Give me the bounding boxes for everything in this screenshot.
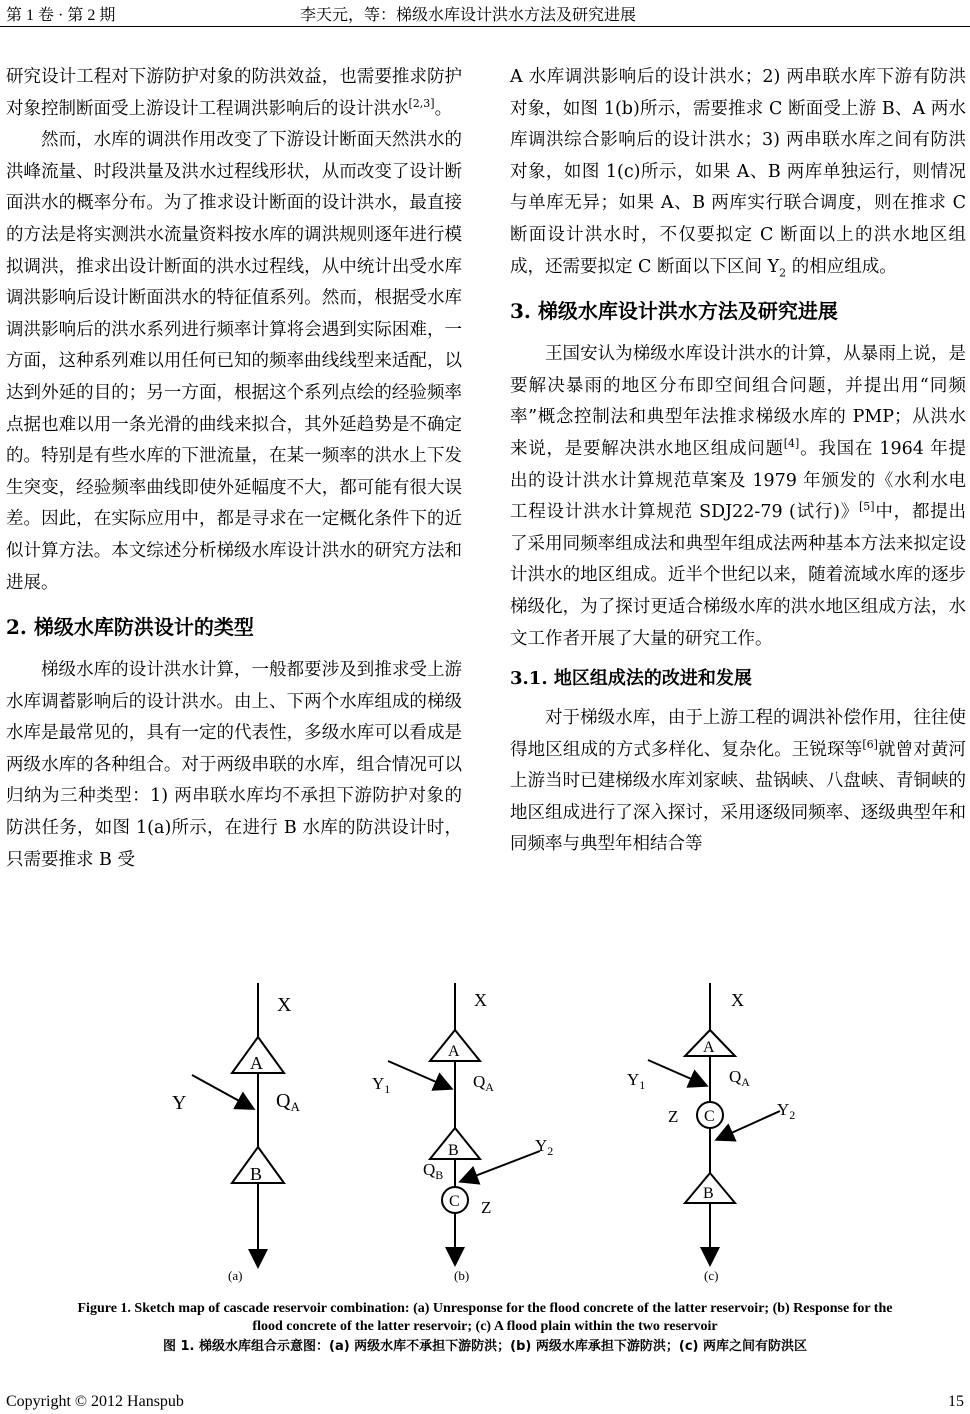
copyright: Copyright © 2012 Hanspub — [6, 1393, 184, 1410]
svg-text:Y1: $Y_1$ — [627, 1070, 646, 1092]
svg-text:QA: $Q_A$ — [276, 1090, 300, 1114]
label-b: B — [250, 1164, 263, 1184]
svg-text:Y1: $Y_1$ — [372, 1074, 391, 1096]
svg-text:Z: Z — [668, 1107, 679, 1126]
svg-text:X: X — [731, 990, 744, 1010]
subsection-heading: 3.1. 地区组成法的改进和发展 — [510, 668, 752, 690]
panel-a — [192, 983, 284, 1265]
svg-text:A: A — [703, 1039, 715, 1056]
figure-caption-en-line2: flood concrete of the latter reservoir; (c) A flood plain within the two reservoir — [252, 1319, 718, 1334]
figure-caption-en-line1: Figure 1. Sketch map of cascade reservoir combination: (a) Unresponse for the flood concrete of the latter reservoir; (b) Response for the — [77, 1301, 893, 1316]
label-y: Y — [172, 1092, 187, 1114]
figure-caption-cn: 图 1. 梯级水库组合示意图：(a) 两级水库不承担下游防洪；(b) 两级水库承担下游防洪；(c) 两库之间有防洪区 — [162, 1339, 808, 1354]
section-heading: 2. 梯级水库防洪设计的类型 — [6, 615, 254, 640]
citation: [2,3] — [408, 96, 435, 110]
panel-b — [388, 983, 540, 1263]
paragraph: 研究设计工程对下游防护对象的防洪效益，也需要推求防护对象控制断面受上游设计工程调洪影响后的设计洪水[2,3]。 — [6, 67, 462, 119]
panel-label-c: (c) — [704, 1268, 719, 1283]
label-a: A — [250, 1053, 263, 1073]
svg-text:Y2: $Y_2$ — [535, 1136, 554, 1158]
paragraph: 然而，水库的调洪作用改变了下游设计断面天然洪水的洪峰流量、时段洪量及洪水过程线形状，从而改变了设计断面洪水的概率分布。为了推求设计断面的设计洪水，最直接的方法是将实测洪水流量资料按水库的调洪规则逐年进行模拟调洪，推求出设计断面的洪水过程线，从中统计出受水库调洪影响后设计断面洪水的特征值系列。然而，根据受水库调洪影响后的洪水系列进行频率计算将会遇到实际困难，一方面，这种系列难以用任何已知的频率曲线线型来适配，以达到外延的目的；另一方面，根据这个系列点绘的经验频率点据也难以用一条光滑的曲线来拟合，其外延趋势是不确定的。特别是有些水库的下泄流量，在某一频率的洪水上下发生突变，经验频率曲线即使外延幅度不大，都可能有很大误差。因此，在实际应用中，都是寻求在一定概化条件下的近似计算方法。本文综述分析梯级水库设计洪水的研究方法和进展。 — [6, 130, 462, 593]
svg-text:Y2: $Y_2$ — [777, 1100, 796, 1122]
right-column — [510, 62, 966, 861]
running-title: 李天元，等：梯级水库设计洪水方法及研究进展 — [300, 7, 637, 24]
svg-text:A: A — [448, 1043, 460, 1060]
svg-text:C: C — [704, 1108, 715, 1125]
page-number: 15 — [948, 1393, 964, 1410]
section-heading: 3. 梯级水库设计洪水方法及研究进展 — [510, 299, 838, 324]
svg-text:C: C — [449, 1193, 460, 1210]
paragraph: 对于梯级水库，由于上游工程的调洪补偿作用，往往使得地区组成的方式多样化、复杂化。王锐琛等[6]就曾对黄河上游当时已建梯级水库刘家峡、盐锅峡、八盘峡、青铜峡的地区组成进行了深入探讨，采用逐级同频率、逐级典型年和同频率与典型年相结合等 — [510, 708, 967, 855]
svg-text:QA: $Q_A$ — [473, 1072, 494, 1094]
figure-1-diagram — [0, 975, 970, 1285]
svg-text:X: X — [474, 990, 487, 1010]
panel-label-b: (b) — [454, 1268, 470, 1283]
paragraph: 王国安认为梯级水库设计洪水的计算，从暴雨上说，是要解决暴雨的地区分布即空间组合问题，并提出用“同频率”概念控制法和典型年法推求梯级水库的 PMP；从洪水来说，是要解决洪水地区组成问题[4]。我国在 1964 年提出的设计洪水计算规范草案及 1979 年颁发的《水利水电工程设计洪水计算规范 SDJ22-79 (试行)》[5]中，都提出了采用同频率组成法和典型年组成法两种基本方法来拟定设计洪水的地区组成。近半个世纪以来，随着流域水库的逐步梯级化，为了探讨更适合梯级水库的洪水地区组成方法，水文工作者开展了大量的研究工作。 — [510, 344, 967, 649]
svg-text:B: B — [448, 1142, 459, 1159]
svg-text:QA: $Q_A$ — [729, 1067, 750, 1089]
paragraph: 梯级水库的设计洪水计算，一般都要涉及到推求受上游水库调蓄影响后的设计洪水。由上、下两个水库组成的梯级水库是最常见的，具有一定的代表性，多级水库可以看成是两级水库的各种组合。对于两级串联的水库，组合情况可以归纳为三种类型：1) 两串联水库均不承担下游防护对象的防洪任务，如图 1(a)所示，在进行 B 水库的防洪设计时，只需要推求 B 受 — [6, 660, 462, 870]
svg-text:B: B — [703, 1185, 714, 1202]
paragraph: A 水库调洪影响后的设计洪水；2) 两串联水库下游有防洪对象，如图 1(b)所示，需要推求 C 断面受上游 B、A 两水库调洪综合影响后的设计洪水；3) 两串联水库之间有防洪对象，如图 1(c)所示，如果 A、B 两库单独运行，则情况与单库无异；如果 A、B 两库实行联合调度，则在推求 C 断面设计洪水时，不仅要拟定 C 断面以上的洪水地区组成，还需要拟定 C 断面以下区间 $Y_2$ 的相应组成。 — [510, 67, 966, 280]
panel-label-a: (a) — [228, 1268, 243, 1283]
svg-text:Z: Z — [481, 1198, 492, 1217]
header-rule — [0, 26, 970, 27]
svg-text:QB: $Q_B$ — [423, 1160, 444, 1182]
left-column — [6, 62, 462, 876]
label-x: X — [277, 994, 292, 1016]
journal-volume: 第 1 卷 · 第 2 期 — [6, 7, 116, 24]
